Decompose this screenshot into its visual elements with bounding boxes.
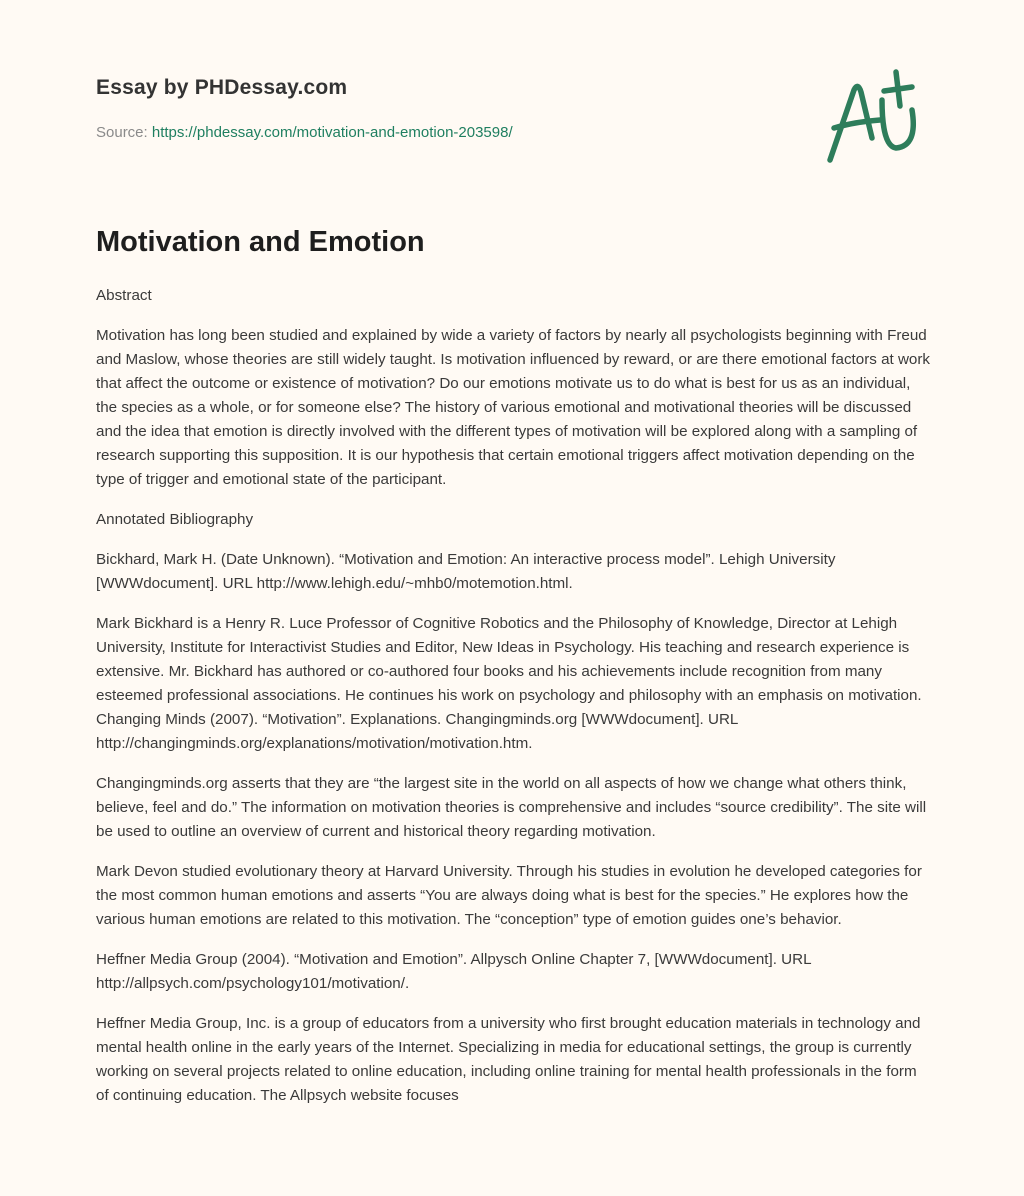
site-title: Essay by PHDessay.com: [96, 76, 348, 99]
essay-title: Motivation and Emotion: [96, 226, 425, 258]
source-label: Source:: [96, 124, 148, 141]
section-heading-abstract: Abstract: [96, 287, 152, 304]
section-heading-bibliography: Annotated Bibliography: [96, 511, 254, 528]
source-link[interactable]: https://phdessay.com/motivation-and-emotion-203598/: [151, 124, 513, 141]
abstract-paragraph: Motivation has long been studied and explained by wide a variety of factors by nearly all psychologists beginning with Freud and Maslow, whose theories are still widely taught. Is motivation influenced by reward, or are there emotional factors at work that affect the outcome or existence of motivation? Do our emotions motivate us to do what is best for us as an individual, the species as a whole, or for someone else? The history of various emotional and motivational theories will be discussed and the idea that emotion is directly involved with the different types of motivation will be explored along with a sampling of research supporting this supposition. It is our hypothesis that certain emotional triggers affect motivation depending on the type of trigger and emotional state of the participant.: [96, 327, 931, 488]
citation-changing-minds: Changing Minds (2007). “Motivation”. Explanations. Changingminds.org [WWWdocument]. URL http://changingminds.org/explanations/motivation/motivation.htm.: [96, 711, 738, 752]
annotation-heffner: Heffner Media Group, Inc. is a group of educators from a university who first brought education materials in technology and mental health online in the early years of the Internet. Specializing in media for educational settings, the group is currently working on several projects related to online education, including online training for mental health professionals in the form of continuing education. The Allpsych website focuses: [96, 1015, 921, 1104]
source-line: [96, 124, 513, 141]
a-plus-grade-icon: [820, 64, 930, 168]
annotation-devon: Mark Devon studied evolutionary theory at Harvard University. Through his studies in evolution he developed categories for the most common human emotions and asserts “You are always doing what is best for the species.” He explores how the various human emotions are related to this motivation. The “conception” type of emotion guides one’s behavior.: [96, 863, 922, 928]
citation-heffner: Heffner Media Group (2004). “Motivation and Emotion”. Allpysch Online Chapter 7, [WWWdocument]. URL http://allpsych.com/psychology101/motivation/.: [96, 951, 811, 992]
annotation-bickhard: Mark Bickhard is a Henry R. Luce Professor of Cognitive Robotics and the Philosophy of Knowledge, Director at Lehigh University, Institute for Interactivist Studies and Editor, New Ideas in Psychology. His teaching and research experience is extensive. Mr. Bickhard has authored or co-authored four books and his achievements include recognition from many esteemed professional associations. He continues his work on psychology and philosophy with an emphasis on motivation.: [96, 615, 922, 704]
annotation-changing-minds: Changingminds.org asserts that they are “the largest site in the world on all aspects of how we change what others think, believe, feel and do.” The information on motivation theories is comprehensive and includes “source credibility”. The site will be used to outline an overview of current and historical theory regarding motivation.: [96, 775, 927, 840]
essay-body: [96, 284, 932, 1124]
citation-bickhard: Bickhard, Mark H. (Date Unknown). “Motivation and Emotion: An interactive process model”. Lehigh University [WWWdocument]. URL http://www.lehigh.edu/~mhb0/motemotion.html.: [96, 551, 836, 592]
